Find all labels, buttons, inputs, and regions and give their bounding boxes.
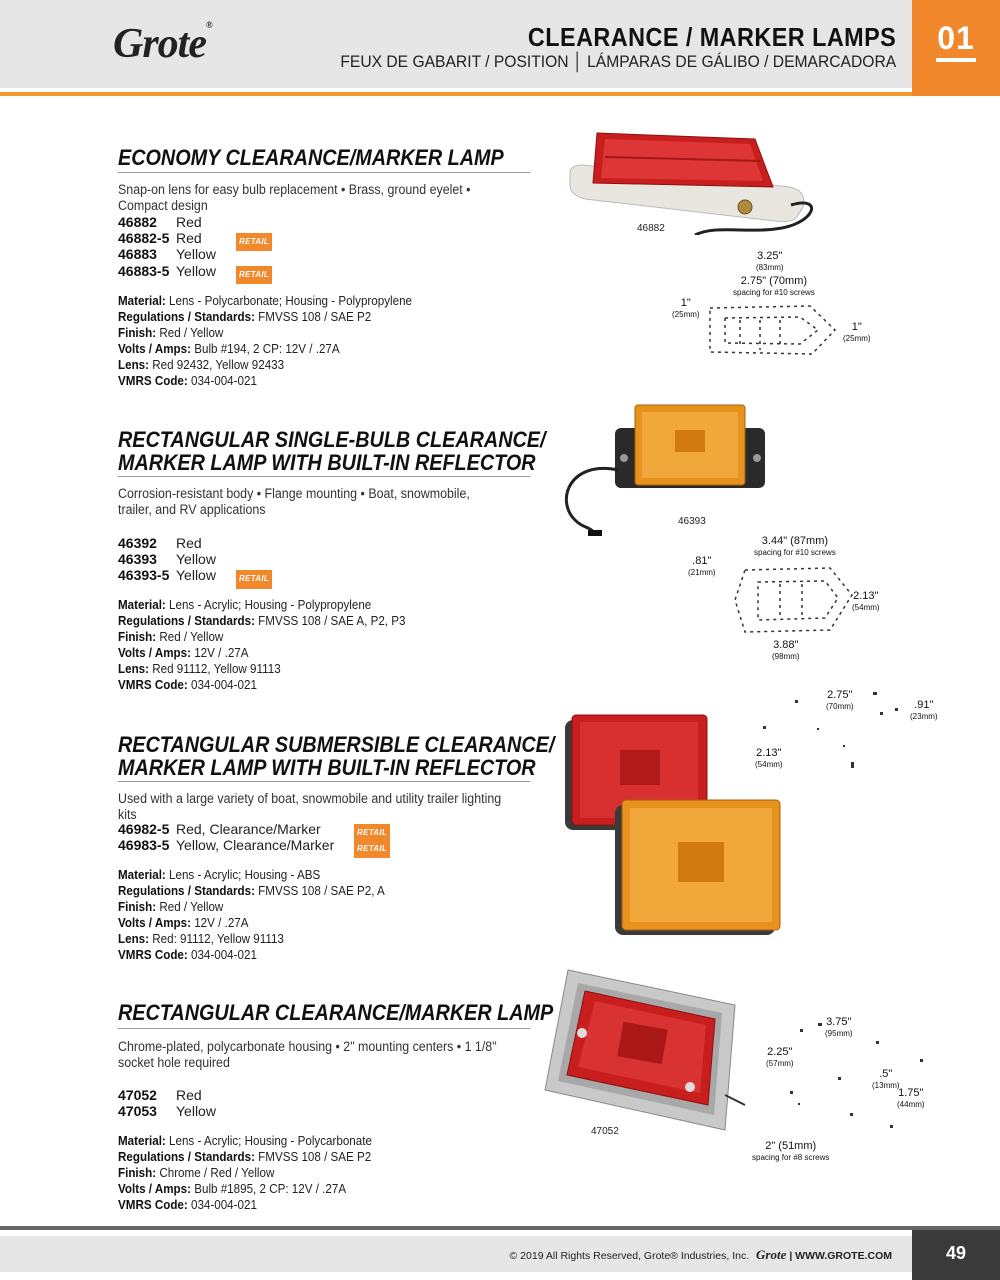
dimension-label: 2.75" (70mm) spacing for #10 screws xyxy=(733,275,815,297)
dimension-label: 3.44" (87mm) spacing for #10 screws xyxy=(754,535,836,557)
page-number: 49 xyxy=(945,1243,967,1263)
spec-list xyxy=(118,867,509,963)
dimension-label: 2.13" (54mm) xyxy=(852,590,880,612)
spec-row: Lens: Red: 91112, Yellow 91113 xyxy=(118,932,284,946)
section-title: ECONOMY CLEARANCE/MARKER LAMP xyxy=(118,145,504,170)
spec-row: Regulations / Standards: FMVSS 108 / SAE A, P2, P3 xyxy=(118,614,406,628)
section-rule xyxy=(118,1028,530,1029)
spec-row: VMRS Code: 034-004-021 xyxy=(118,1198,257,1212)
section-description: Chrome-plated, polycarbonate housing • 2" mounting centers • 1 1/8" socket hole required xyxy=(118,1039,497,1070)
dimension-label: 2.25" (57mm) xyxy=(766,1046,794,1068)
spec-row: VMRS Code: 034-004-021 xyxy=(118,678,257,692)
spec-list xyxy=(118,1133,509,1213)
website-link[interactable]: | WWW.GROTE.COM xyxy=(789,1250,892,1262)
spec-row: Finish: Red / Yellow xyxy=(118,326,224,340)
section-description: Corrosion-resistant body • Flange mounting • Boat, snowmobile, trailer, and RV applications xyxy=(118,486,470,517)
section-rule xyxy=(118,172,530,173)
spec-row: Material: Lens - Acrylic; Housing - Polycarbonate xyxy=(118,1134,372,1148)
retail-badge: RETAIL xyxy=(236,233,272,251)
section-number: 01 xyxy=(937,20,975,56)
dimension-label: 2.13" (54mm) xyxy=(755,747,783,769)
dimension-drawing xyxy=(730,560,860,645)
section-rule xyxy=(118,781,530,782)
page-subtitle: FEUX DE GABARIT / POSITION │ LÁMPARAS DE GÁLIBO / DEMARCADORA xyxy=(340,52,896,71)
spec-row: Regulations / Standards: FMVSS 108 / SAE P2 xyxy=(118,310,372,324)
image-caption: 47052 xyxy=(591,1126,619,1137)
footer-rule xyxy=(0,1226,1000,1230)
dimension-label: 3.25" (83mm) xyxy=(756,250,784,272)
footer-logo: Grote xyxy=(756,1247,787,1262)
spec-row: Volts / Amps: 12V / .27A xyxy=(118,646,249,660)
dimension-label: 1" (25mm) xyxy=(843,321,871,343)
spec-row: Material: Lens - Acrylic; Housing - Polypropylene xyxy=(118,598,372,612)
retail-badge: RETAIL xyxy=(236,266,272,284)
spec-row: Volts / Amps: Bulb #1895, 2 CP: 12V / .27A xyxy=(118,1182,347,1196)
spec-row: VMRS Code: 034-004-021 xyxy=(118,374,257,388)
copyright: © 2019 All Rights Reserved, Grote® Industries, Inc. xyxy=(509,1250,750,1262)
spec-row: Material: Lens - Acrylic; Housing - ABS xyxy=(118,868,321,882)
dimension-label: 2" (51mm) spacing for #8 screws xyxy=(752,1140,830,1162)
image-caption: 46393 xyxy=(678,516,706,527)
spec-row: Regulations / Standards: FMVSS 108 / SAE P2, A xyxy=(118,884,385,898)
product-photo-46982-46983 xyxy=(560,710,785,945)
section-rule xyxy=(118,476,530,477)
dimension-drawing xyxy=(780,1015,930,1145)
spec-row: Material: Lens - Polycarbonate; Housing - Polypropylene xyxy=(118,294,413,308)
section-description: Used with a large variety of boat, snowmobile and utility trailer lighting kits xyxy=(118,791,502,822)
spec-row: Finish: Red / Yellow xyxy=(118,900,224,914)
header-rule xyxy=(0,92,1000,96)
retail-badge: RETAIL xyxy=(236,570,272,588)
retail-badge: RETAIL xyxy=(354,824,390,842)
spec-row: Finish: Red / Yellow xyxy=(118,630,224,644)
section-title: RECTANGULAR SUBMERSIBLE CLEARANCE/ MARKER LAMP WITH BUILT-IN REFLECTOR xyxy=(118,732,555,780)
spec-row: Regulations / Standards: FMVSS 108 / SAE P2 xyxy=(118,1150,372,1164)
spec-row: Finish: Chrome / Red / Yellow xyxy=(118,1166,275,1180)
spec-row: VMRS Code: 034-004-021 xyxy=(118,948,257,962)
dimension-drawing xyxy=(700,290,840,370)
product-photo-46882 xyxy=(565,125,815,235)
section-tab-bar xyxy=(936,58,976,62)
product-photo-47052 xyxy=(540,965,750,1135)
dimension-label: 2.75" (70mm) xyxy=(826,689,854,711)
footer-text xyxy=(510,1247,892,1263)
page-title: CLEARANCE / MARKER LAMPS xyxy=(527,22,896,52)
dimension-label: 3.88" (98mm) xyxy=(772,639,800,661)
grote-logo: Grote® xyxy=(113,20,212,67)
dimension-label: .5" (13mm) xyxy=(872,1068,900,1090)
spec-row: Volts / Amps: 12V / .27A xyxy=(118,916,249,930)
spec-list xyxy=(118,293,509,389)
section-title: RECTANGULAR SINGLE-BULB CLEARANCE/ MARKER LAMP WITH BUILT-IN REFLECTOR xyxy=(118,427,546,475)
product-photo-46393 xyxy=(560,400,790,550)
spec-row: Lens: Red 92432, Yellow 92433 xyxy=(118,358,285,372)
dimension-label: .81" (21mm) xyxy=(688,555,716,577)
spec-list xyxy=(118,597,509,693)
section-description: Snap-on lens for easy bulb replacement • Brass, ground eyelet • Compact design xyxy=(118,182,471,213)
section-title: RECTANGULAR CLEARANCE/MARKER LAMP xyxy=(118,1000,554,1025)
dimension-label: 3.75" (95mm) xyxy=(825,1016,853,1038)
image-caption: 46882 xyxy=(637,223,665,234)
dimension-label: 1" (25mm) xyxy=(672,297,700,319)
dimension-label: .91" (23mm) xyxy=(910,699,938,721)
retail-badge: RETAIL xyxy=(354,840,390,858)
spec-row: Lens: Red 91112, Yellow 91113 xyxy=(118,662,281,676)
dimension-label: 1.75" (44mm) xyxy=(897,1087,925,1109)
spec-row: Volts / Amps: Bulb #194, 2 CP: 12V / .27A xyxy=(118,342,340,356)
